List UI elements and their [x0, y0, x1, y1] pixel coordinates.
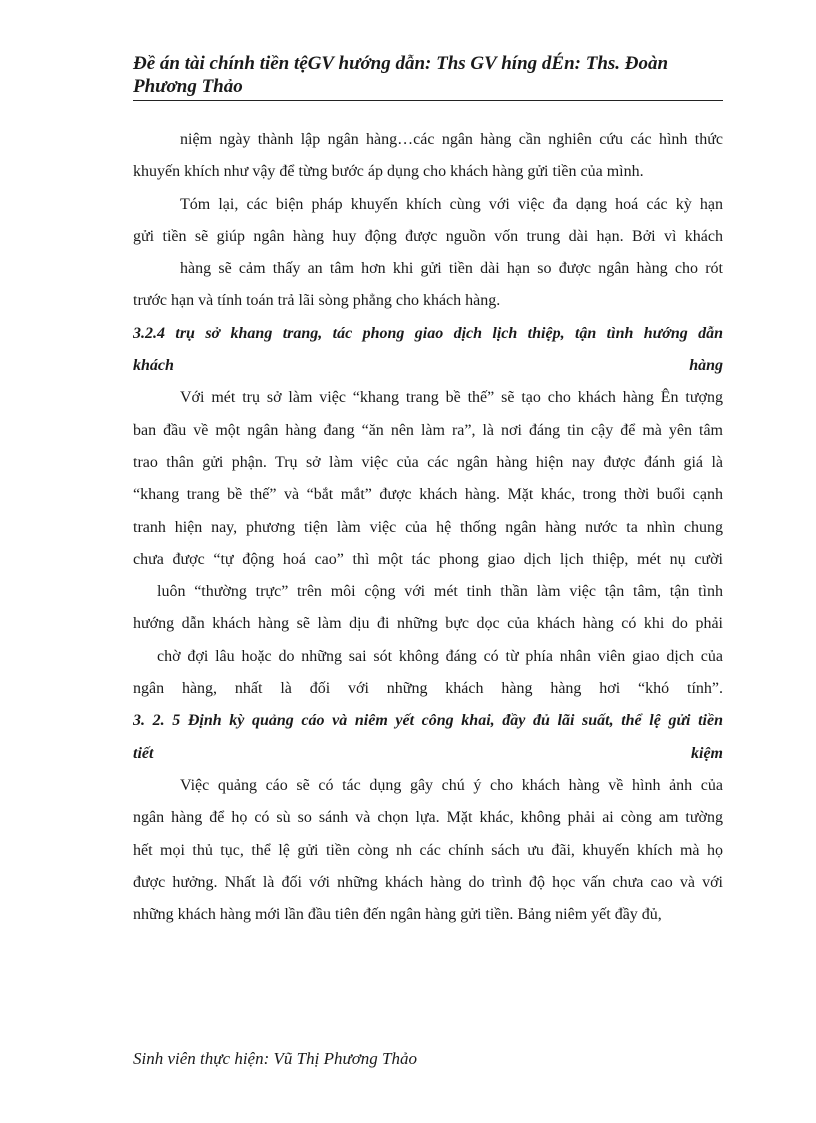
paragraph-line: Việc quảng cáo sẽ có tác dụng gây chú ý cho khách hàng về hình ảnh của [180, 776, 723, 794]
paragraph-line: chờ đợi lâu hoặc do những sai sót không đáng có từ phía nhân viên giao dịch của [157, 647, 723, 665]
paragraph-line: ban đầu về một ngân hàng đang “ăn nên làm ra”, là nơi đáng tin cậy để mà yên tâm [133, 421, 723, 439]
paragraph-line: chưa được “tự động hoá cao” thì một tác phong giao dịch lịch thiệp, mét nụ cười [133, 550, 723, 568]
section-heading-line: 3. 2. 5 Định kỳ quảng cáo và niêm yết công khai, đầy đủ lãi suất, thể lệ gửi tiền [133, 712, 723, 730]
paragraph-line: khuyến khích như vậy để từng bước áp dụng cho khách hàng gửi tiền của mình. [133, 163, 644, 181]
paragraph-line: Tóm lại, các biện pháp khuyến khích cùng với việc đa dạng hoá các kỳ hạn [180, 195, 723, 213]
paragraph-line: hướng dẫn khách hàng sẽ làm dịu đi những bực dọc của khách hàng có khi do phải [133, 615, 723, 633]
paragraph-line: hàng sẽ cảm thấy an tâm hơn khi gửi tiền dài hạn so được ngân hàng cho rót [180, 260, 723, 278]
document-body [133, 124, 723, 931]
header-line-2: Phương Thảo [133, 76, 243, 97]
paragraph-line: ngân hàng, nhất là đối với những khách hàng hàng hơi “khó tính”. [133, 680, 723, 698]
header-line-1: Đề án tài chính tiền tệGV hướng dẫn: Ths GV híng dÉn: Ths. Đoàn [133, 53, 669, 74]
paragraph-line: gửi tiền sẽ giúp ngân hàng huy động được nguồn vốn trung dài hạn. Bởi vì khách [133, 227, 723, 245]
paragraph-line: tranh hiện nay, phương tiện làm việc của hệ thống ngân hàng nước ta nhìn chung [133, 518, 723, 536]
page-header [133, 52, 723, 101]
paragraph-line: ngân hàng để họ có sù so sánh và chọn lựa. Mặt khác, không phải ai còng am tường [133, 809, 723, 827]
paragraph-line: những khách hàng mới lần đầu tiên đến ngân hàng gửi tiền. Bảng niêm yết đầy đủ, [133, 906, 662, 924]
paragraph-line: Với mét trụ sở làm việc “khang trang bề thế” sẽ tạo cho khách hàng Ên tượng [180, 389, 723, 407]
paragraph-line: luôn “thường trực” trên môi cộng với mét tinh thần làm việc tận tâm, tận tình [157, 583, 723, 601]
section-heading-line: 3.2.4 trụ sở khang trang, tác phong giao dịch lịch thiệp, tận tình hướng dẫn [133, 324, 723, 342]
paragraph-line: niệm ngày thành lập ngân hàng…các ngân hàng cần nghiên cứu các hình thức [180, 131, 723, 148]
paragraph-line: được hưởng. Nhất là đối với những khách hàng do trình độ học vấn chưa cao và với [133, 873, 723, 891]
section-heading-line: khách hàng [133, 357, 723, 375]
paragraph-line: trao thân gửi phận. Trụ sở làm việc của các ngân hàng hiện nay được đánh giá là [133, 453, 723, 471]
section-heading-line: tiết kiệm [133, 744, 723, 762]
paragraph-line: “khang trang bề thế” và “bắt mắt” được khách hàng. Mặt khác, trong thời buổi cạnh [133, 486, 723, 504]
page-footer: Sinh viên thực hiện: Vũ Thị Phương Thảo [133, 1049, 418, 1068]
paragraph-line: hết mọi thủ tục, thể lệ gửi tiền còng nh các chính sách ưu đãi, khuyến khích mà họ [133, 841, 723, 859]
paragraph-line: trước hạn và tính toán trả lãi sòng phẳng cho khách hàng. [133, 292, 501, 310]
